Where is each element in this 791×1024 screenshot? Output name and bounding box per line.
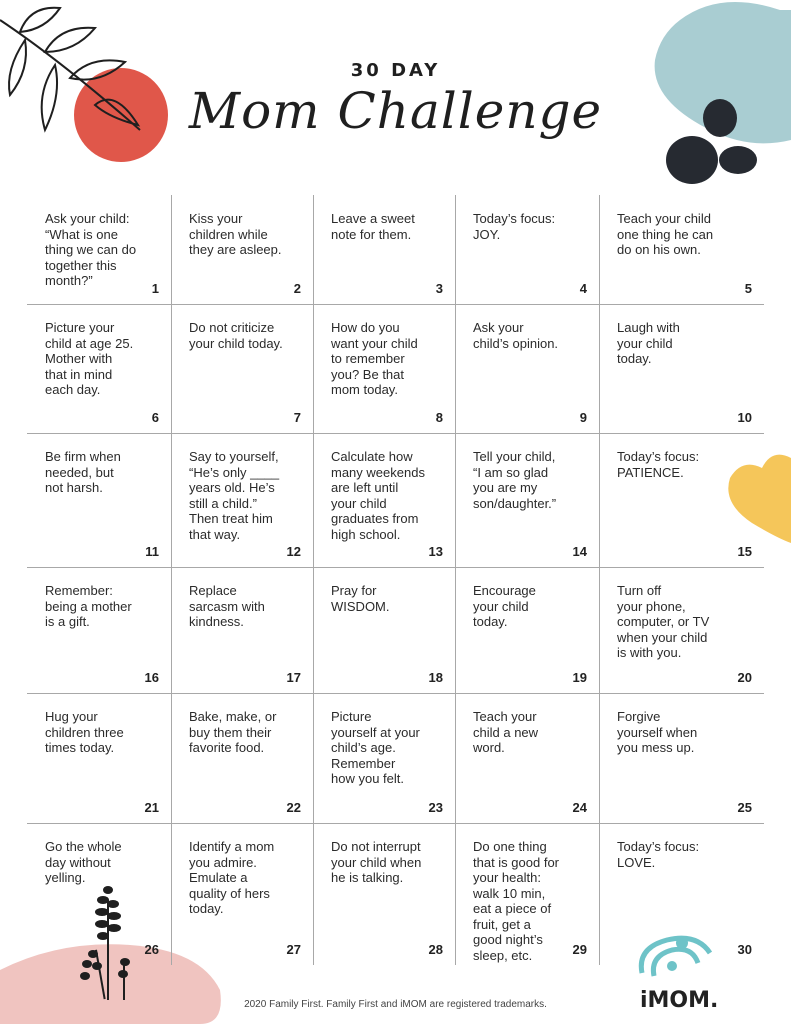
day-text: Encourage your child today. bbox=[473, 583, 536, 629]
day-cell bbox=[171, 433, 313, 567]
day-text: Bake, make, or buy them their favorite food. bbox=[189, 709, 277, 755]
day-text: Calculate how many weekends are left until your child graduates from high school. bbox=[331, 449, 425, 542]
day-cell bbox=[455, 823, 599, 965]
day-cell bbox=[599, 433, 764, 567]
imom-logo-text: iMOM. bbox=[640, 988, 719, 1013]
day-cell bbox=[27, 433, 171, 567]
day-cell bbox=[171, 195, 313, 304]
day-number: 1 bbox=[151, 281, 159, 296]
day-text: Identify a mom you admire. Emulate a quality of hers today. bbox=[189, 839, 275, 916]
day-number: 26 bbox=[144, 942, 159, 957]
day-cell bbox=[313, 195, 455, 304]
day-number: 7 bbox=[293, 410, 301, 425]
day-number: 6 bbox=[151, 410, 159, 425]
day-text: Laugh with your child today. bbox=[617, 320, 680, 366]
day-cell bbox=[455, 304, 599, 433]
day-cell bbox=[455, 693, 599, 823]
challenge-grid bbox=[27, 195, 764, 965]
day-number: 10 bbox=[737, 410, 752, 425]
day-text: Replace sarcasm with kindness. bbox=[189, 583, 265, 629]
day-cell bbox=[599, 693, 764, 823]
day-cell bbox=[599, 195, 764, 304]
day-text: How do you want your child to remember you? Be that mom today. bbox=[331, 320, 418, 397]
day-text: Teach your child a new word. bbox=[473, 709, 539, 755]
day-number: 25 bbox=[737, 800, 752, 815]
day-cell bbox=[171, 304, 313, 433]
day-cell bbox=[313, 823, 455, 965]
day-number: 27 bbox=[286, 942, 301, 957]
day-text: Kiss your children while they are asleep. bbox=[189, 211, 282, 257]
day-number: 12 bbox=[286, 544, 301, 559]
day-text: Say to yourself, “He’s only ____ years old. He’s still a child.” Then treat him that way. bbox=[189, 449, 280, 542]
footer-trademark: 2020 Family First. Family First and iMOM are registered trademarks. bbox=[244, 999, 547, 1010]
day-number: 9 bbox=[579, 410, 587, 425]
day-number: 8 bbox=[435, 410, 443, 425]
title-top: 30 DAY bbox=[350, 60, 441, 81]
day-text: Picture yourself at your child’s age. Remember how you felt. bbox=[331, 709, 420, 786]
day-text: Hug your children three times today. bbox=[45, 709, 124, 755]
day-number: 29 bbox=[572, 942, 587, 957]
day-text: Turn off your phone, computer, or TV when your child is with you. bbox=[617, 583, 710, 660]
day-text: Ask your child: “What is one thing we can do together this month?” bbox=[45, 211, 137, 288]
day-text: Today’s focus: LOVE. bbox=[617, 839, 700, 870]
day-text: Do one thing that is good for your health: walk 10 min, eat a piece of fruit, get a good night’s sleep, etc. bbox=[473, 839, 559, 963]
page-title: Mom Challenge bbox=[188, 82, 603, 140]
day-cell bbox=[599, 304, 764, 433]
day-number: 2 bbox=[293, 281, 301, 296]
day-number: 11 bbox=[145, 544, 159, 559]
day-number: 23 bbox=[428, 800, 443, 815]
day-cell bbox=[171, 823, 313, 965]
day-cell bbox=[171, 567, 313, 693]
day-text: Pray for WISDOM. bbox=[331, 583, 390, 614]
day-number: 17 bbox=[286, 670, 301, 685]
day-text: Tell your child, “I am so glad you are my son/daughter.” bbox=[473, 449, 557, 511]
day-cell bbox=[313, 304, 455, 433]
day-number: 30 bbox=[737, 942, 752, 957]
day-text: Leave a sweet note for them. bbox=[331, 211, 415, 242]
day-cell bbox=[27, 693, 171, 823]
day-cell bbox=[599, 567, 764, 693]
day-number: 20 bbox=[737, 670, 752, 685]
day-number: 15 bbox=[737, 544, 752, 559]
day-text: Picture your child at age 25. Mother with that in mind each day. bbox=[45, 320, 134, 397]
imom-logo-icon bbox=[632, 928, 722, 988]
day-cell bbox=[313, 693, 455, 823]
day-text: Today’s focus: PATIENCE. bbox=[617, 449, 700, 480]
day-number: 24 bbox=[572, 800, 587, 815]
day-number: 22 bbox=[286, 800, 301, 815]
day-cell bbox=[455, 567, 599, 693]
day-number: 3 bbox=[435, 281, 443, 296]
day-text: Forgive yourself when you mess up. bbox=[617, 709, 698, 755]
day-number: 18 bbox=[428, 670, 443, 685]
day-cell bbox=[313, 567, 455, 693]
day-text: Today’s focus: JOY. bbox=[473, 211, 556, 242]
day-number: 14 bbox=[572, 544, 587, 559]
day-number: 13 bbox=[428, 544, 443, 559]
day-text: Remember: being a mother is a gift. bbox=[45, 583, 132, 629]
day-text: Be firm when needed, but not harsh. bbox=[45, 449, 121, 495]
day-number: 16 bbox=[144, 670, 159, 685]
day-number: 4 bbox=[579, 281, 587, 296]
day-text: Do not criticize your child today. bbox=[189, 320, 283, 351]
day-number: 5 bbox=[744, 281, 752, 296]
lupine-flower-icon bbox=[75, 880, 145, 1000]
day-number: 19 bbox=[572, 670, 587, 685]
day-cell bbox=[27, 304, 171, 433]
day-text: Do not interrupt your child when he is talking. bbox=[331, 839, 422, 885]
day-number: 21 bbox=[144, 800, 159, 815]
day-text: Ask your child’s opinion. bbox=[473, 320, 559, 351]
day-cell bbox=[27, 195, 171, 304]
day-cell bbox=[313, 433, 455, 567]
day-cell bbox=[171, 693, 313, 823]
day-cell bbox=[455, 433, 599, 567]
day-text: Teach your child one thing he can do on his own. bbox=[617, 211, 714, 257]
day-cell bbox=[455, 195, 599, 304]
day-number: 28 bbox=[428, 942, 443, 957]
day-cell bbox=[27, 567, 171, 693]
day-text: Go the whole day without yelling. bbox=[45, 839, 122, 885]
